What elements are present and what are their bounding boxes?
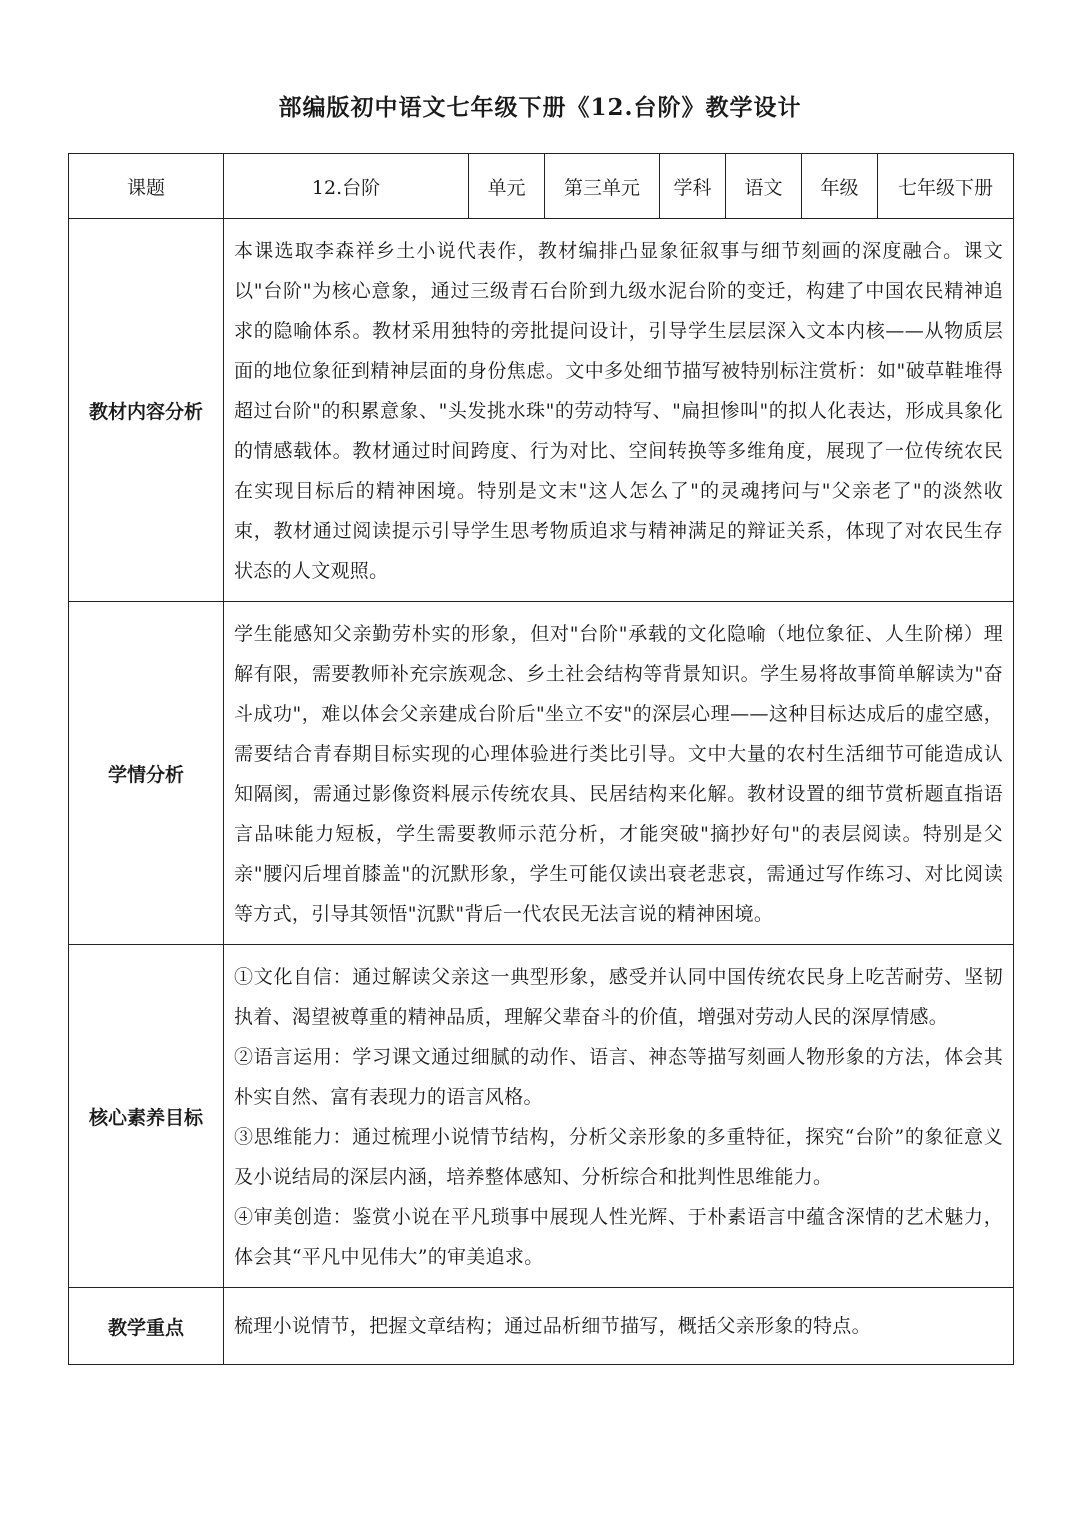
subject-label: 学科 [660,154,726,219]
student-analysis-label: 学情分析 [69,602,224,945]
student-analysis-row [69,602,1014,945]
lesson-plan-table [68,153,1014,1365]
textbook-analysis-row [69,219,1014,602]
topic-value: 12.台阶 [224,154,469,219]
core-goal-item: ②语言运用：学习课文通过细腻的动作、语言、神态等描写刻画人物形象的方法，体会其朴实自然、富有表现力的语言风格。 [234,1046,1003,1108]
key-points-text: 梳理小说情节，把握文章结构；通过品析细节描写，概括父亲形象的特点。 [224,1288,1014,1365]
topic-label: 课题 [69,154,224,219]
unit-label: 单元 [469,154,545,219]
core-goal-item: ③思维能力：通过梳理小说情节结构，分析父亲形象的多重特征，探究“台阶”的象征意义及小说结局的深层内涵，培养整体感知、分析综合和批判性思维能力。 [234,1126,1003,1188]
document-title: 部编版初中语文七年级下册《12.台阶》教学设计 [278,94,802,121]
key-points-row [69,1288,1014,1365]
core-goals-label: 核心素养目标 [69,945,224,1288]
textbook-analysis-text: 本课选取李森祥乡土小说代表作，教材编排凸显象征叙事与细节刻画的深度融合。课文以"台阶"为核心意象，通过三级青石台阶到九级水泥台阶的变迁，构建了中国农民精神追求的隐喻体系。教材采用独特的旁批提问设计，引导学生层层深入文本内核——从物质层面的地位象征到精神层面的身份焦虑。文中多处细节描写被特别标注赏析：如"破草鞋堆得超过台阶"的积累意象、"头发挑水珠"的劳动特写、"扁担惨叫"的拟人化表达，形成具象化的情感载体。教材通过时间跨度、行为对比、空间转换等多维角度，展现了一位传统农民在实现目标后的精神困境。特别是文末"这人怎么了"的灵魂拷问与"父亲老了"的淡然收束，教材通过阅读提示引导学生思考物质追求与精神满足的辩证关系，体现了对农民生存状态的人文观照。 [224,219,1014,602]
student-analysis-text: 学生能感知父亲勤劳朴实的形象，但对"台阶"承载的文化隐喻（地位象征、人生阶梯）理解有限，需要教师补充宗族观念、乡土社会结构等背景知识。学生易将故事简单解读为"奋斗成功"，难以体会父亲建成台阶后"坐立不安"的深层心理——这种目标达成后的虚空感，需要结合青春期目标实现的心理体验进行类比引导。文中大量的农村生活细节可能造成认知隔阂，需通过影像资料展示传统农具、民居结构来化解。教材设置的细节赏析题直指语言品味能力短板，学生需要教师示范分析，才能突破"摘抄好句"的表层阅读。特别是父亲"腰闪后埋首膝盖"的沉默形象，学生可能仅读出衰老悲哀，需通过写作练习、对比阅读等方式，引导其领悟"沉默"背后一代农民无法言说的精神困境。 [224,602,1014,945]
core-goals-content [224,945,1014,1288]
grade-label: 年级 [802,154,878,219]
grade-value: 七年级下册 [878,154,1014,219]
core-goal-item: ①文化自信：通过解读父亲这一典型形象，感受并认同中国传统农民身上吃苦耐劳、坚韧执着、渴望被尊重的精神品质，理解父辈奋斗的价值，增强对劳动人民的深厚情感。 [234,966,1003,1028]
textbook-analysis-label: 教材内容分析 [69,219,224,602]
meta-row [69,154,1014,219]
key-points-label: 教学重点 [69,1288,224,1365]
core-goal-item: ④审美创造：鉴赏小说在平凡琐事中展现人性光辉、于朴素语言中蕴含深情的艺术魅力，体会其“平凡中见伟大”的审美追求。 [234,1206,1003,1268]
core-goals-row [69,945,1014,1288]
unit-value: 第三单元 [545,154,660,219]
subject-value: 语文 [726,154,802,219]
